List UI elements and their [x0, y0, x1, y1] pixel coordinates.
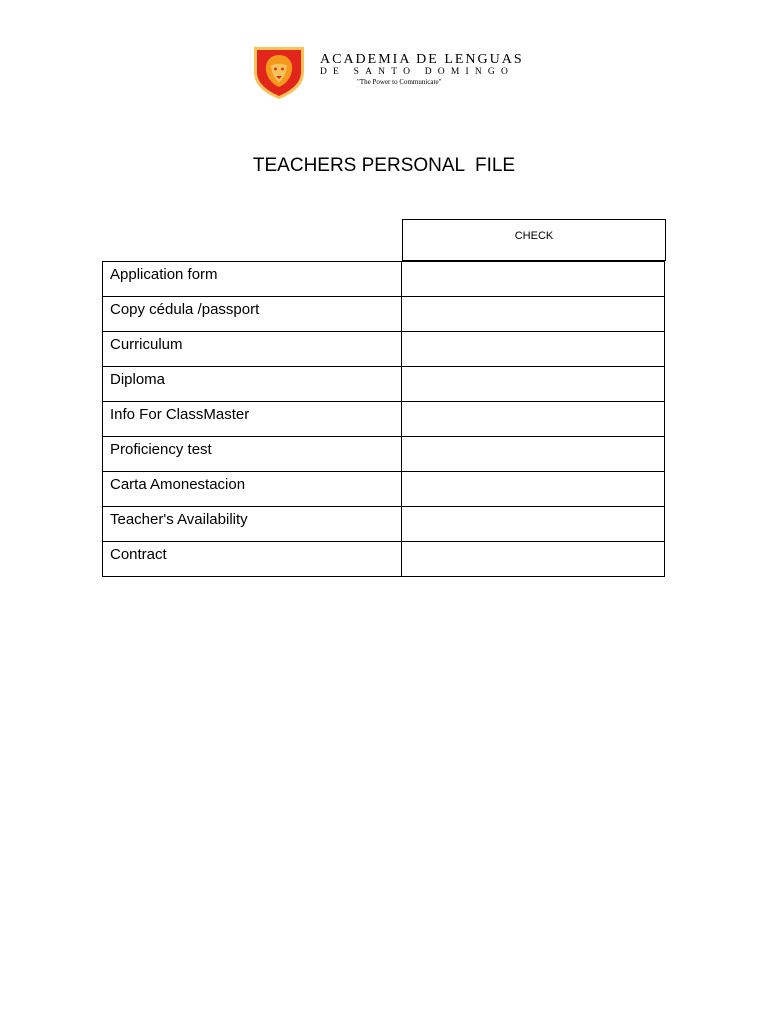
item-label: Curriculum [103, 332, 402, 367]
item-label: Teacher's Availability [103, 507, 402, 542]
check-cell[interactable] [402, 262, 665, 297]
check-cell[interactable] [402, 402, 665, 437]
table-row [103, 542, 665, 577]
document-title: TEACHERS PERSONAL FILE [252, 155, 516, 176]
item-label: Copy cédula /passport [103, 297, 402, 332]
item-label: Diploma [103, 367, 402, 402]
checklist-table [102, 261, 665, 577]
item-label: Application form [103, 262, 402, 297]
check-cell[interactable] [402, 507, 665, 542]
table-row [103, 297, 665, 332]
table-row [103, 437, 665, 472]
check-cell[interactable] [402, 297, 665, 332]
check-cell[interactable] [402, 472, 665, 507]
item-label: Proficiency test [103, 437, 402, 472]
check-cell[interactable] [402, 542, 665, 577]
check-cell[interactable] [402, 437, 665, 472]
org-text [320, 52, 530, 87]
table-row [103, 262, 665, 297]
table-row [103, 402, 665, 437]
header-logo [250, 42, 530, 102]
org-subtitle: DE SANTO DOMINGO [320, 67, 515, 77]
item-label: Info For ClassMaster [103, 402, 402, 437]
org-name: ACADEMIA DE LENGUAS [320, 52, 524, 67]
table-row [103, 472, 665, 507]
table-row [103, 507, 665, 542]
check-column-header [402, 219, 666, 261]
check-cell[interactable] [402, 367, 665, 402]
table-row [103, 367, 665, 402]
lion-shield-icon [250, 42, 308, 100]
item-label: Carta Amonestacion [103, 472, 402, 507]
table-row [103, 332, 665, 367]
item-label: Contract [103, 542, 402, 577]
check-column-header-label: CHECK [514, 230, 554, 242]
check-cell[interactable] [402, 332, 665, 367]
org-slogan: "The Power to Communicate" [357, 78, 442, 86]
